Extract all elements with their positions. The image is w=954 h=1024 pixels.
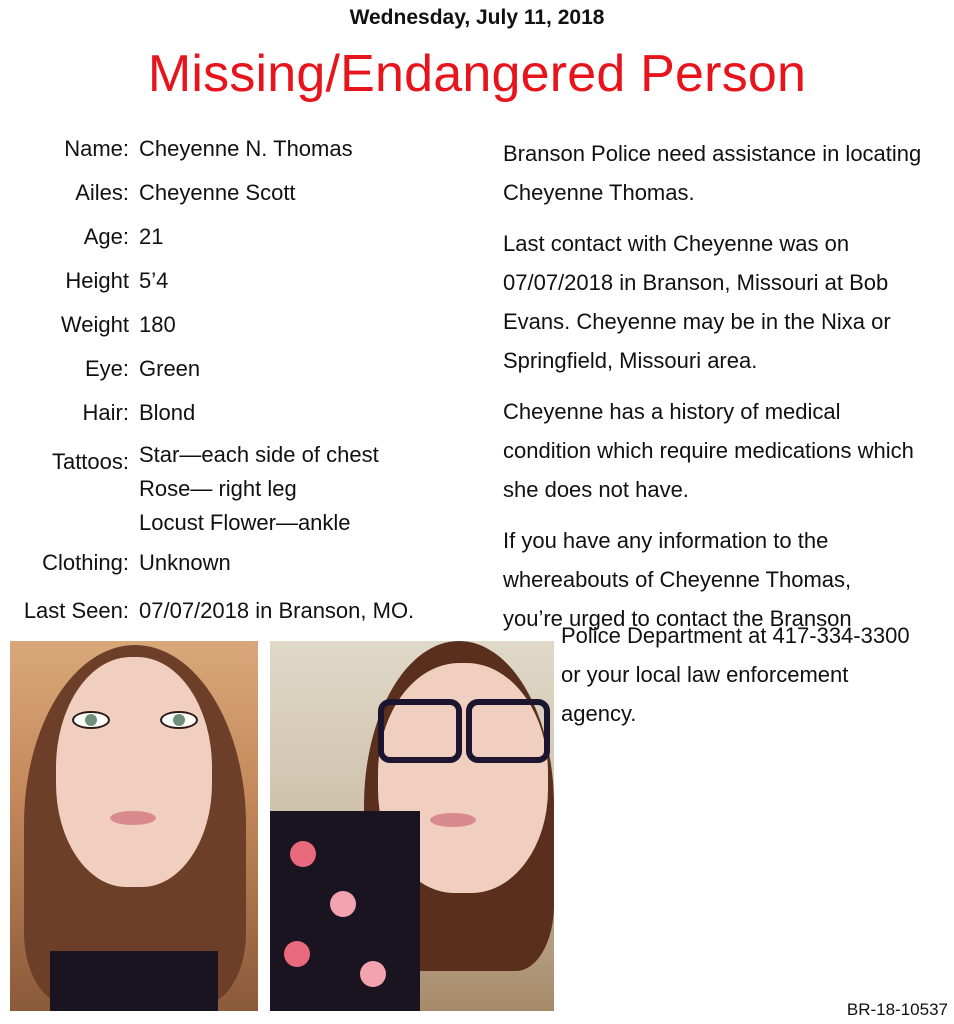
- fact-value: 180: [139, 312, 176, 337]
- fact-label: Height: [65, 268, 129, 293]
- photo-floral-print: [330, 891, 356, 917]
- fact-label: Clothing:: [42, 550, 129, 575]
- fact-value: 5’4: [139, 268, 169, 293]
- tattoo-line: Star—each side of chest: [139, 442, 379, 467]
- fact-label: Tattoos:: [51, 449, 129, 474]
- fact-label: Last Seen:: [23, 598, 129, 623]
- tattoo-line: Locust Flower—ankle: [139, 510, 351, 535]
- photo-eye: [160, 711, 198, 729]
- fact-label: Ailes:: [75, 180, 129, 205]
- fact-label: Name:: [64, 136, 129, 161]
- fact-label: Hair:: [82, 400, 129, 425]
- photo-lips: [430, 813, 476, 827]
- person-photo-1: [10, 641, 258, 1011]
- fact-value: Blond: [139, 400, 196, 425]
- tattoo-line: Rose— right leg: [139, 476, 297, 501]
- fact-label: Weight: [60, 312, 129, 337]
- photo-glasses: [378, 699, 462, 763]
- narrative-paragraph: If you have any information to the whereabouts of Cheyenne Thomas, you’re urged to contact the Branson: [503, 528, 852, 631]
- photo-lips: [110, 811, 156, 825]
- fact-label: Age:: [83, 224, 129, 249]
- case-number: BR-18-10537: [846, 1000, 948, 1019]
- photo-eye: [72, 711, 110, 729]
- narrative-contact: Police Department at 417-334-3300 or your local law enforcement agency.: [561, 623, 910, 726]
- fact-value: 21: [139, 224, 164, 249]
- fact-value: Green: [139, 356, 201, 381]
- fact-label: Eye:: [84, 356, 129, 381]
- flyer-headline: Missing/Endangered Person: [147, 45, 807, 103]
- fact-value-list: [139, 438, 379, 540]
- fact-value: 07/07/2018 in Branson, MO.: [139, 598, 415, 623]
- photo-face: [56, 657, 212, 887]
- photo-floral-print: [290, 841, 316, 867]
- photo-glasses: [466, 699, 550, 763]
- photo-floral-print: [360, 961, 386, 987]
- fact-value: Cheyenne Scott: [139, 180, 296, 205]
- fact-value: Cheyenne N. Thomas: [139, 136, 353, 161]
- narrative-paragraph: Branson Police need assistance in locating Cheyenne Thomas.: [503, 141, 922, 205]
- fact-value: Unknown: [139, 550, 231, 575]
- narrative-text: [503, 134, 923, 726]
- photo-floral-print: [284, 941, 310, 967]
- narrative-paragraph: Cheyenne has a history of medical condition which require medications which she does not have.: [503, 399, 914, 502]
- flyer-date: Wednesday, July 11, 2018: [349, 6, 605, 29]
- person-photo-2: [270, 641, 554, 1011]
- photo-shirt: [50, 951, 218, 1011]
- narrative-paragraph: Last contact with Cheyenne was on 07/07/2018 in Branson, Missouri at Bob Evans. Cheyenne may be in the Nixa or Springfield, Missouri area.: [503, 231, 891, 373]
